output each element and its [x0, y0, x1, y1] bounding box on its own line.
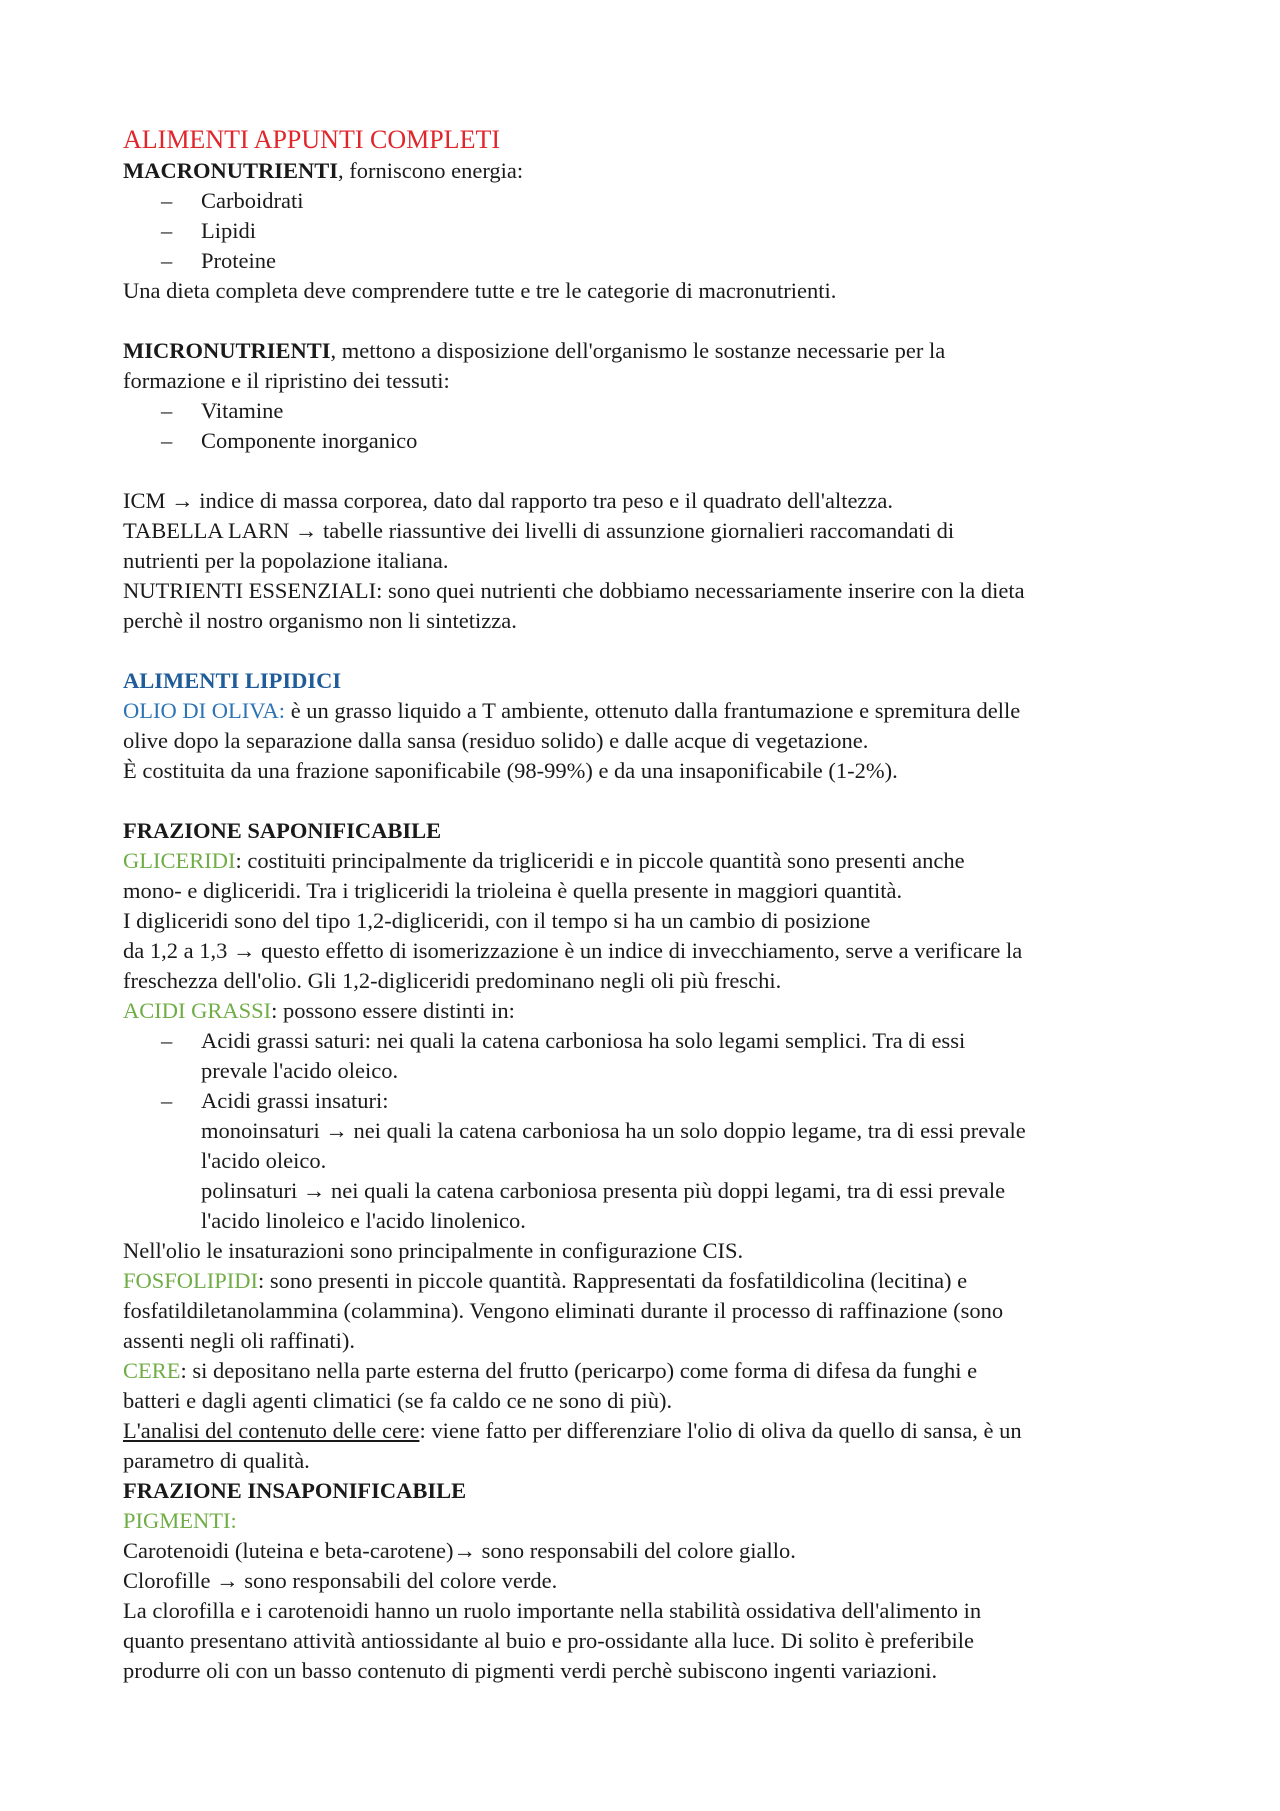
cis-note: Nell'olio le insaturazioni sono principalmente in configurazione CIS.: [123, 1238, 744, 1263]
larn-definition: TABELLA LARN → tabelle riassuntive dei livelli di assunzione giornalieri raccomandati di: [123, 518, 955, 543]
spacer: [123, 786, 1193, 816]
carotenoidi-text: Carotenoidi (luteina e beta-carotene)→ sono responsabili del colore giallo.: [123, 1538, 796, 1563]
document-title: ALIMENTI APPUNTI COMPLETI: [123, 125, 500, 154]
pigmenti-label: PIGMENTI: [123, 1508, 231, 1533]
lipidici-heading: ALIMENTI LIPIDICI: [123, 668, 342, 693]
list-item: – Carboidrati: [201, 186, 1193, 216]
olio-paragraph-cont: olive dopo la separazione dalla sansa (residuo solido) e dalle acque di vegetazione.: [123, 728, 869, 753]
macro-intro: MACRONUTRIENTI, forniscono energia:: [123, 158, 524, 183]
saponificabile-heading: FRAZIONE SAPONIFICABILE: [123, 818, 442, 843]
digliceridi-paragraph-cont: da 1,2 a 1,3 → questo effetto di isomerizzazione è un indice di invecchiamento, serve a verificare la: [123, 938, 1023, 963]
analisi-cere-paragraph: L'analisi del contenuto delle cere: viene fatto per differenziare l'olio di oliva da quello di sansa, è un: [123, 1418, 1022, 1443]
fosfolipidi-label: FOSFOLIPIDI: [123, 1268, 259, 1293]
stabilita-paragraph-end: produrre oli con un basso contenuto di pigmenti verdi perchè subiscono ingenti variazioni.: [123, 1658, 938, 1683]
acidi-grassi-label: ACIDI GRASSI: [123, 998, 272, 1023]
spacer: [123, 306, 1193, 336]
list-item: – Proteine: [201, 246, 1193, 276]
icm-definition: ICM → indice di massa corporea, dato dal rapporto tra peso e il quadrato dell'altezza.: [123, 488, 894, 513]
gliceridi-paragraph: GLICERIDI: costituiti principalmente da trigliceridi e in piccole quantità sono presenti anche: [123, 848, 965, 873]
list-item: – Componente inorganico: [201, 426, 1193, 456]
fosfolipidi-paragraph: FOSFOLIPIDI: sono presenti in piccole quantità. Rappresentati da fosfatildicolina (lecitina) e: [123, 1268, 968, 1293]
monoinsaturi-text: monoinsaturi → nei quali la catena carboniosa ha un solo doppio legame, tra di essi prevale: [201, 1118, 1026, 1143]
gliceridi-label: GLICERIDI: [123, 848, 236, 873]
list-item: – Acidi grassi insaturi: monoinsaturi → nei quali la catena carboniosa ha un solo doppio legame, tra di essi prevale l'acido oleico. polinsaturi → nei quali la catena carboniosa presenta più doppi legami, tra di essi prevale l'acido linoleico e l'acido linolenico.: [201, 1086, 1193, 1236]
spacer: [123, 636, 1193, 666]
macro-note: Una dieta completa deve comprendere tutte e tre le categorie di macronutrienti.: [123, 278, 837, 303]
olio-label: OLIO DI OLIVA:: [123, 698, 286, 723]
olio-paragraph: OLIO DI OLIVA: è un grasso liquido a T ambiente, ottenuto dalla frantumazione e spremitura delle: [123, 698, 1021, 723]
stabilita-paragraph-cont: quanto presentano attività antiossidante al buio e pro-ossidante alla luce. Di solito è preferibile: [123, 1628, 974, 1653]
polinsaturi-text: polinsaturi → nei quali la catena carboniosa presenta più doppi legami, tra di essi prevale: [201, 1178, 1006, 1203]
list-item: – Lipidi: [201, 216, 1193, 246]
analisi-cere-paragraph-cont: parametro di qualità.: [123, 1448, 310, 1473]
insaponificabile-heading: FRAZIONE INSAPONIFICABILE: [123, 1478, 467, 1503]
essential-nutrients-definition-cont: perchè il nostro organismo non li sintetizza.: [123, 608, 517, 633]
acidi-grassi-intro: ACIDI GRASSI: possono essere distinti in:: [123, 998, 515, 1023]
list-item: – Vitamine: [201, 396, 1193, 426]
olio-fractions: È costituita da una frazione saponificabile (98-99%) e da una insaponificabile (1-2%).: [123, 758, 898, 783]
clorofille-text: Clorofille → sono responsabili del colore verde.: [123, 1568, 558, 1593]
cere-paragraph-cont: batteri e dagli agenti climatici (se fa caldo ce ne sono di più).: [123, 1388, 673, 1413]
cere-label: CERE: [123, 1358, 181, 1383]
micro-heading: MICRONUTRIENTI: [123, 338, 331, 363]
macro-list: [123, 186, 1193, 276]
digliceridi-paragraph-end: freschezza dell'olio. Gli 1,2-digliceridi predominano negli oli più freschi.: [123, 968, 782, 993]
cere-paragraph: CERE: si depositano nella parte esterna del frutto (pericarpo) come forma di difesa da funghi e: [123, 1358, 978, 1383]
macro-heading: MACRONUTRIENTI: [123, 158, 339, 183]
spacer: [123, 456, 1193, 486]
micro-intro: MICRONUTRIENTI, mettono a disposizione dell'organismo le sostanze necessarie per la: [123, 338, 946, 363]
acidi-grassi-list: [123, 1026, 1193, 1236]
stabilita-paragraph: La clorofilla e i carotenoidi hanno un ruolo importante nella stabilità ossidativa dell'alimento in: [123, 1598, 982, 1623]
fosfolipidi-paragraph-cont: fosfatildiletanolammina (colammina). Vengono eliminati durante il processo di raffinazione (sono: [123, 1298, 1004, 1323]
analisi-cere-label: L'analisi del contenuto delle cere: [123, 1418, 420, 1443]
essential-nutrients-definition: NUTRIENTI ESSENZIALI: sono quei nutrienti che dobbiamo necessariamente inserire con la dieta: [123, 578, 1025, 603]
larn-definition-cont: nutrienti per la popolazione italiana.: [123, 548, 449, 573]
fosfolipidi-paragraph-end: assenti negli oli raffinati).: [123, 1328, 356, 1353]
list-item: – Acidi grassi saturi: nei quali la catena carboniosa ha solo legami semplici. Tra di essi prevale l'acido oleico.: [201, 1026, 1193, 1086]
micro-list: [123, 396, 1193, 456]
gliceridi-paragraph-cont: mono- e digliceridi. Tra i trigliceridi la trioleina è quella presente in maggiori quantità.: [123, 878, 903, 903]
digliceridi-paragraph: I digliceridi sono del tipo 1,2-digliceridi, con il tempo si ha un cambio di posizione: [123, 908, 871, 933]
pigmenti-intro: PIGMENTI:: [123, 1508, 237, 1533]
micro-intro-cont: formazione e il ripristino dei tessuti:: [123, 368, 450, 393]
document-page: [123, 124, 1193, 1686]
